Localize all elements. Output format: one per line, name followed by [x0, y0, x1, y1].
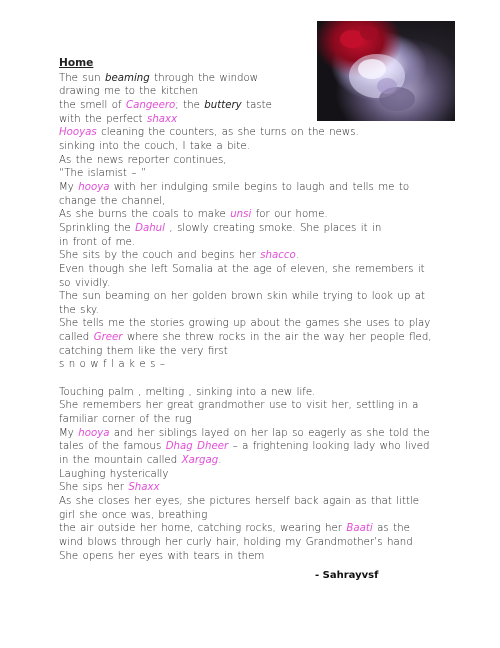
poem-line: Touching palm , melting , sinking into a new life. [59, 386, 316, 398]
poem-line: s n o w f l a k e s – [59, 359, 165, 371]
poem-line: drawing me to the kitchen [59, 86, 199, 98]
poem-line: called Greer where she threw rocks in the air the way her people fled, [59, 332, 432, 344]
poem-line: She remembers her great grandmother use to visit her, settling in a familiar corner of the rug [59, 400, 419, 426]
poem-line: with the perfect shaxx [59, 113, 178, 125]
poem-line: As the news reporter continues, [59, 154, 227, 166]
poem-line: catching them like the very first [59, 345, 228, 357]
poem-line: She sits by the couch and begins her shacco. [59, 250, 299, 262]
author-signature: - Sahrayvsf [315, 570, 379, 581]
poem-line: Laughing hysterically [59, 468, 169, 480]
poem-line: Hooyas cleaning the counters, as she turns on the news. [59, 127, 359, 139]
poem-line: “The islamist – ” [59, 168, 147, 180]
poem-line: in front of me. [59, 236, 136, 248]
poem-line: She opens her eyes with tears in them [59, 550, 265, 562]
poem-line: The sun beaming through the window [59, 72, 259, 84]
poem-line: Sprinkling the Dahul , slowly creating smoke. She places it in [59, 222, 382, 234]
poem-title: Home [59, 57, 94, 69]
poem-line: the air outside her home, catching rocks, wearing her Baati as the wind blows through her curly hair, holding my Grandmother’s hand [59, 523, 413, 548]
stanza-break [59, 372, 437, 386]
poem-line: Even though she left Somalia at the age of eleven, she remembers it so vividly. [59, 263, 425, 289]
poem-line: the smell of Cangeero; the buttery taste [59, 99, 272, 111]
poem-line: She tells me the stories growing up about the games she uses to play [59, 318, 431, 330]
poem-line: She sips her Shaxx [59, 482, 160, 494]
poem-line: The sun beaming on her golden brown skin while trying to look up at the sky. [59, 291, 425, 316]
poem-line: As she burns the coals to make unsi for our home. [59, 209, 328, 221]
poem-line: sinking into the couch, I take a bite. [59, 140, 250, 152]
poem-body [59, 57, 437, 563]
poem-line: As she closes her eyes, she pictures herself back again as that little girl she once was, breathing [59, 495, 420, 521]
poem-line: My hooya and her siblings layed on her lap so eagerly as she told the tales of the famous Dhag Dheer – a frightening looking lady who lived in the mountain called Xargag. [59, 427, 430, 467]
poem-line: My hooya with her indulging smile begins to laugh and tells me to change the channel, [59, 181, 410, 207]
